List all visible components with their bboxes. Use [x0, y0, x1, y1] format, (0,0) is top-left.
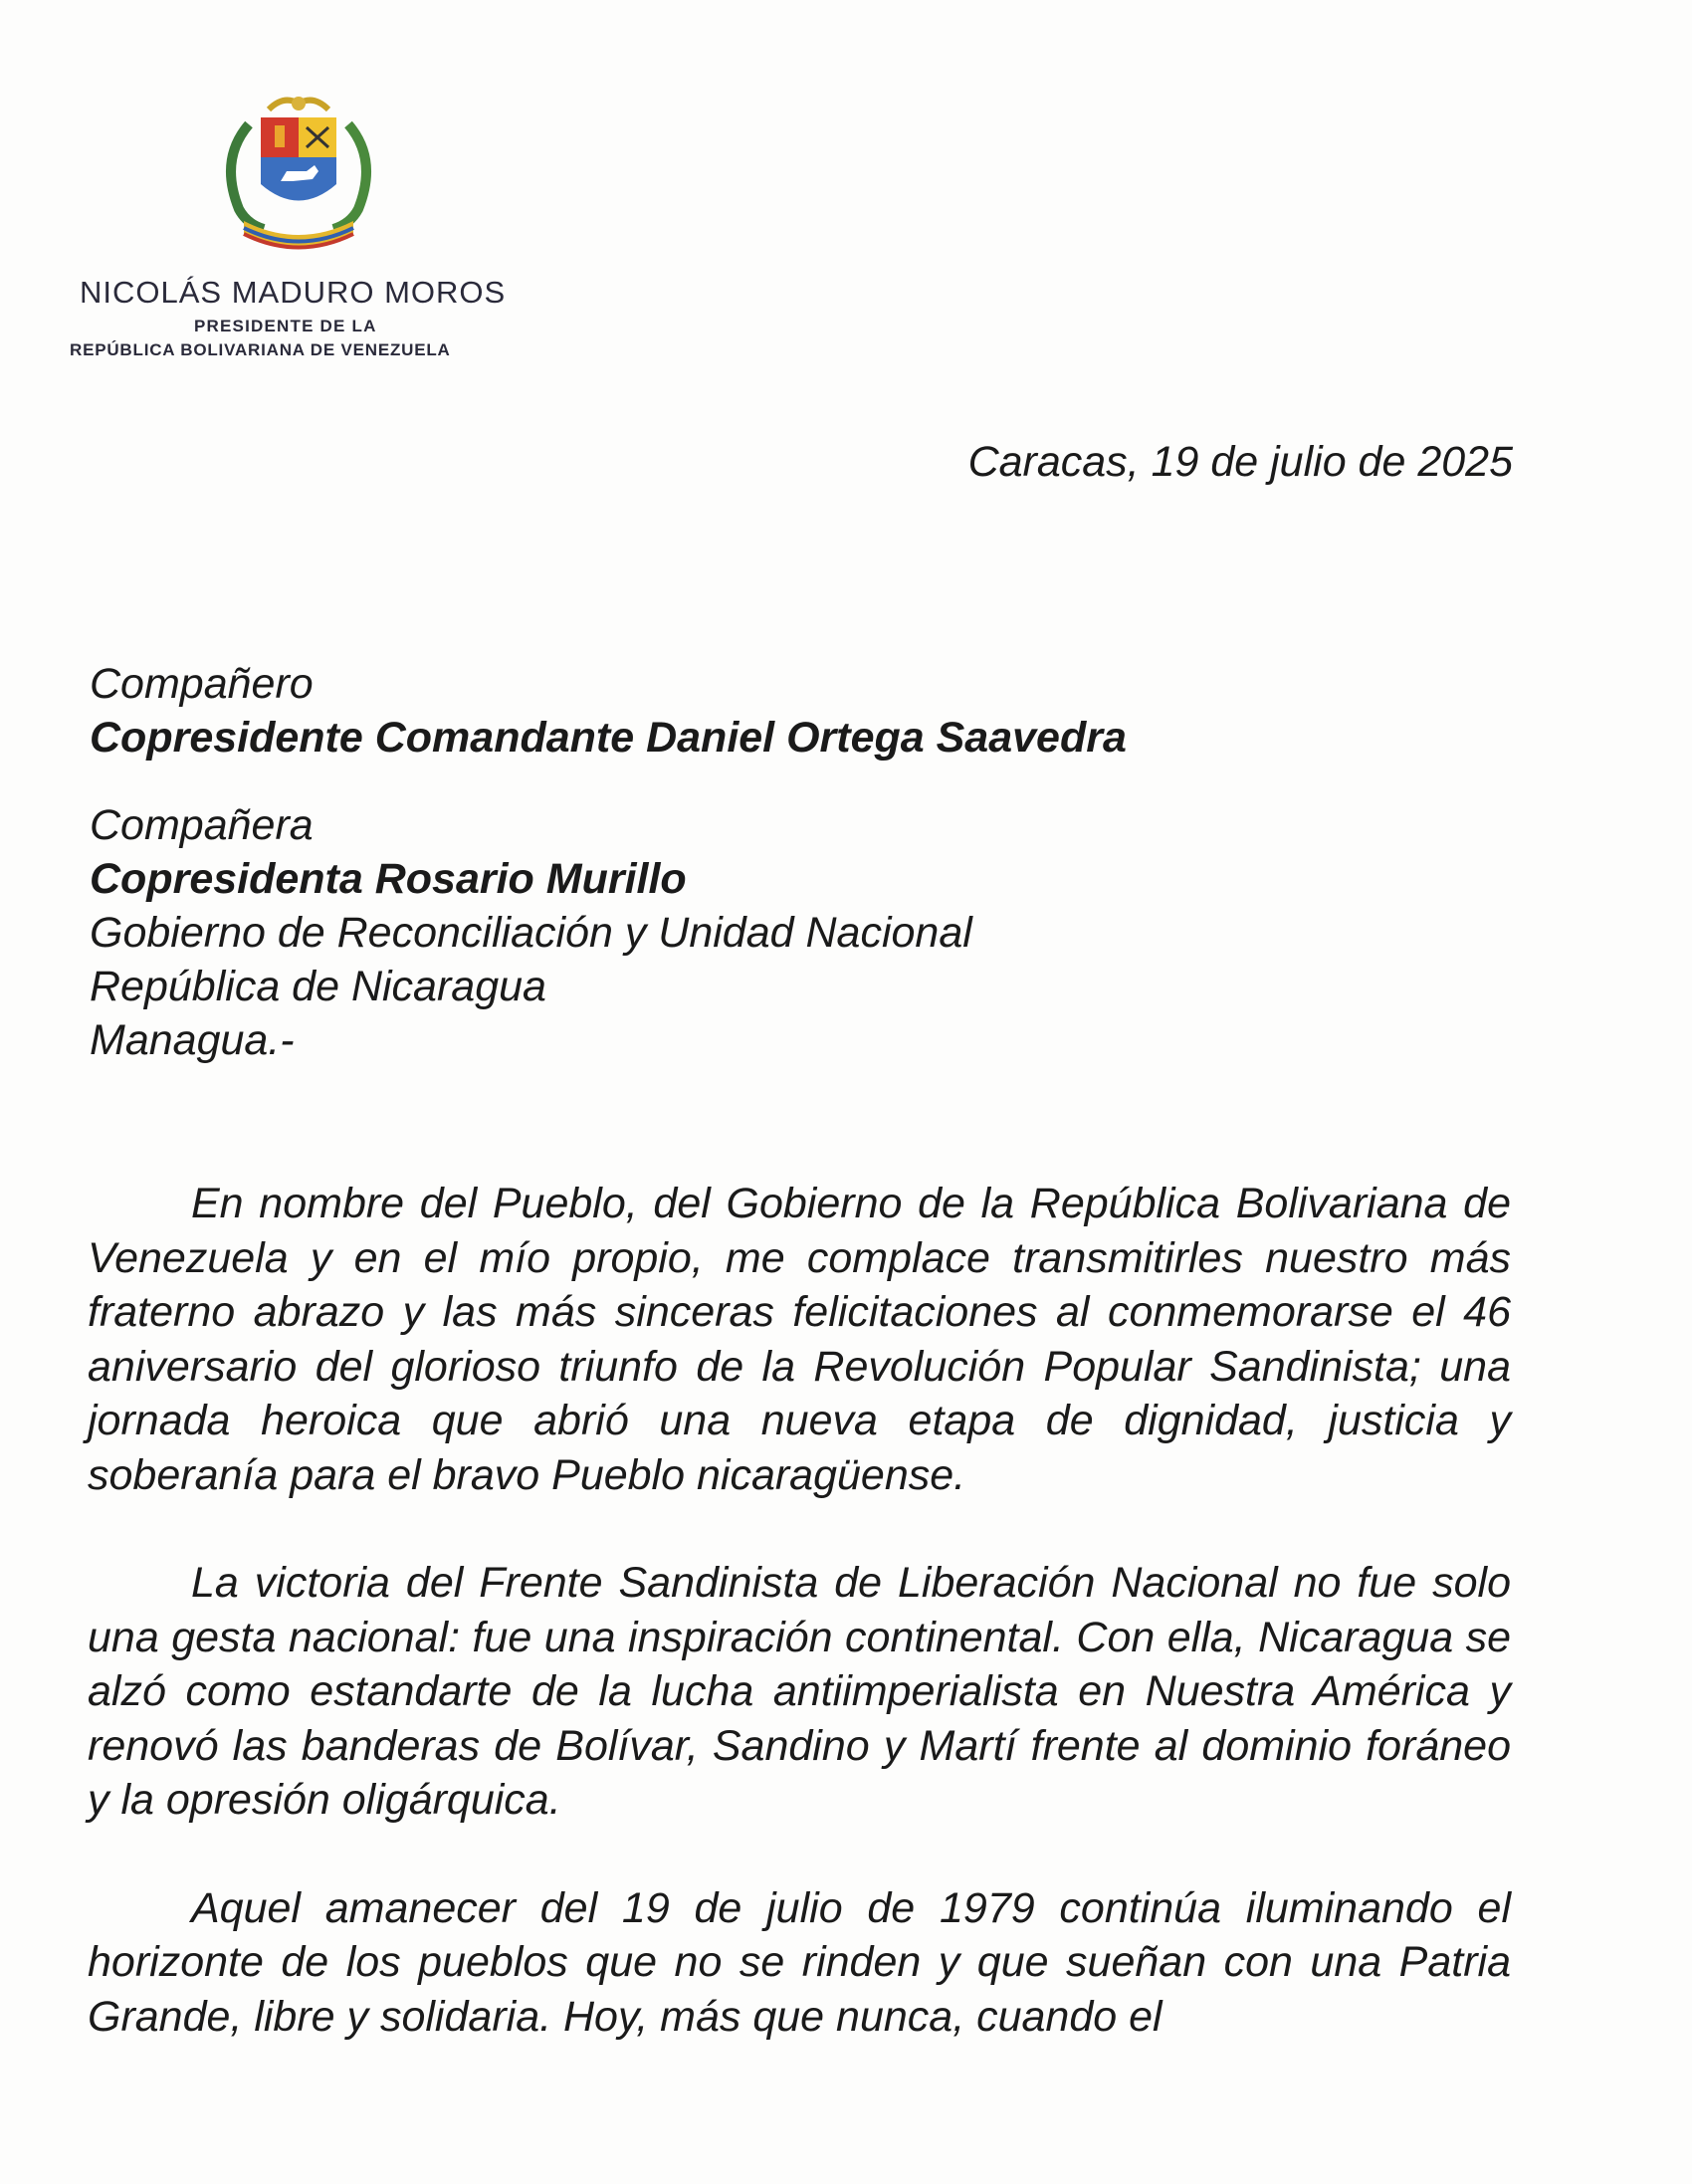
- recipient-copresidente: Copresidente Comandante Daniel Ortega Saavedra: [90, 714, 1127, 762]
- recipient-country: República de Nicaragua: [90, 963, 546, 1010]
- recipient-city: Managua.-: [90, 1016, 295, 1064]
- body-paragraph: Aquel amanecer del 19 de julio de 1979 continúa iluminando el horizonte de los pueblos que no se rinden y que sueñan con una Patria Grande, libre y solidaria. Hoy, más que nunca, cuando el: [88, 1883, 1511, 2041]
- letter-body: [88, 1177, 1511, 2097]
- recipient-copresidenta: Copresidenta Rosario Murillo: [90, 855, 687, 903]
- addressee-block: [90, 657, 1483, 1067]
- body-paragraph: La victoria del Frente Sandinista de Liberación Nacional no fue solo una gesta nacional: fue una inspiración continental. Con ella, Nicaragua se alzó como estandarte de la lucha antiimperialista en Nuestra América y renovó las banderas de Bolívar, Sandino y Martí frente al dominio foráneo y la opresión oligárquica.: [88, 1559, 1511, 1824]
- addressee-spacer: [90, 764, 1483, 798]
- salutation-female: Compañera: [90, 801, 314, 849]
- letterhead: [70, 90, 507, 388]
- salutation-male: Compañero: [90, 660, 314, 708]
- sender-title-line1: PRESIDENTE DE LA: [194, 317, 377, 335]
- sender-name: NICOLÁS MADURO MOROS: [80, 275, 507, 310]
- sender-title-line2: REPÚBLICA BOLIVARIANA DE VENEZUELA: [70, 340, 451, 359]
- recipient-government: Gobierno de Reconciliación y Unidad Nacional: [90, 909, 972, 957]
- body-paragraph: En nombre del Pueblo, del Gobierno de la República Bolivariana de Venezuela y en el mío propio, me complace transmitirles nuestro más fraterno abrazo y las más sinceras felicitaciones al conmemorarse el 46 aniversario del glorioso triunfo de la Revolución Popular Sandinista; una jornada heroica que abrió una nueva etapa de dignidad, justicia y soberanía para el bravo Pueblo nicaragüense.: [88, 1180, 1511, 1499]
- letter-date: Caracas, 19 de julio de 2025: [967, 438, 1513, 486]
- coat-of-arms-icon: [189, 90, 408, 259]
